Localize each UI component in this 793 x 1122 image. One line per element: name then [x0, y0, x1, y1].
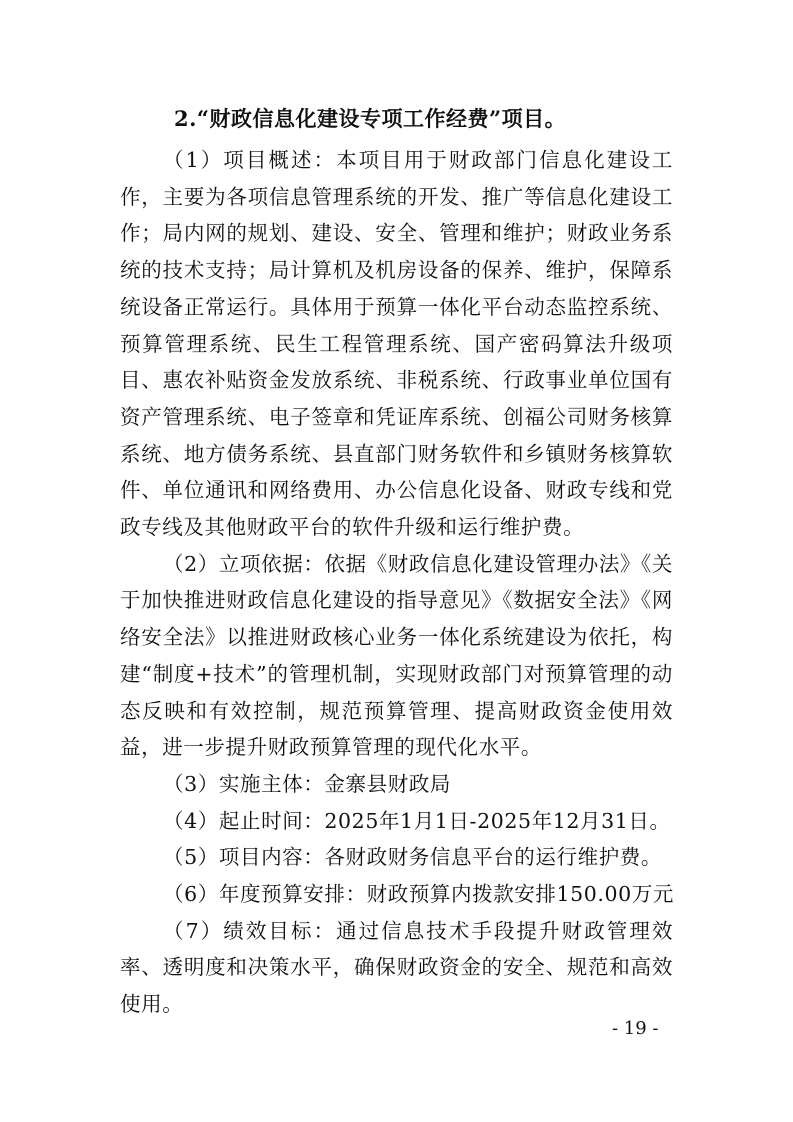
- paragraph-basis: （2）立项依据：依据《财政信息化建设管理办法》《关于加快推进财政信息化建设的指导意见》《数据安全法》《网络安全法》以推进财政核心业务一体化系统建设为依托，构建“制度+技术”的管理机制，实现财政部门对预算管理的动态反映和有效控制，规范预算管理、提高财政资金使用效益，进一步提升财政预算管理的现代化水平。: [120, 551, 673, 760]
- paragraph-period: （4）起止时间：2025年1月1日-2025年12月31日。: [163, 808, 671, 833]
- paragraph-content: （5）项目内容：各财政财务信息平台的运行维护费。: [163, 845, 662, 870]
- paragraph-budget: （6）年度预算安排：财政预算内拨款安排150.00万元: [163, 882, 675, 907]
- paragraph-overview: （1）项目概述：本项目用于财政部门信息化建设工作，主要为各项信息管理系统的开发、推广等信息化建设工作；局内网的规划、建设、安全、管理和维护；财政业务系统的技术支持；局计算机及机房设备的保养、维护，保障系统设备正常运行。具体用于预算一体化平台动态监控系统、预算管理系统、民生工程管理系统、国产密码算法升级项目、惠农补贴资金发放系统、非税系统、行政事业单位国有资产管理系统、电子签章和凭证库系统、创福公司财务核算系统、地方债务系统、县直部门财务软件和乡镇财务核算软件、单位通讯和网络费用、办公信息化设备、财政专线和党政专线及其他财政平台的软件升级和运行维护费。: [120, 148, 673, 540]
- section-heading: 2.“财政信息化建设专项工作经费”项目。: [174, 106, 567, 131]
- page-number: - 19 -: [612, 1018, 659, 1039]
- paragraph-implementer: （3）实施主体：金寨县财政局: [163, 771, 451, 796]
- paragraph-goals: （7）绩效目标：通过信息技术手段提升财政管理效率、透明度和决策水平，确保财政资金的安全、规范和高效使用。: [120, 918, 673, 1017]
- body-text: [120, 142, 673, 1023]
